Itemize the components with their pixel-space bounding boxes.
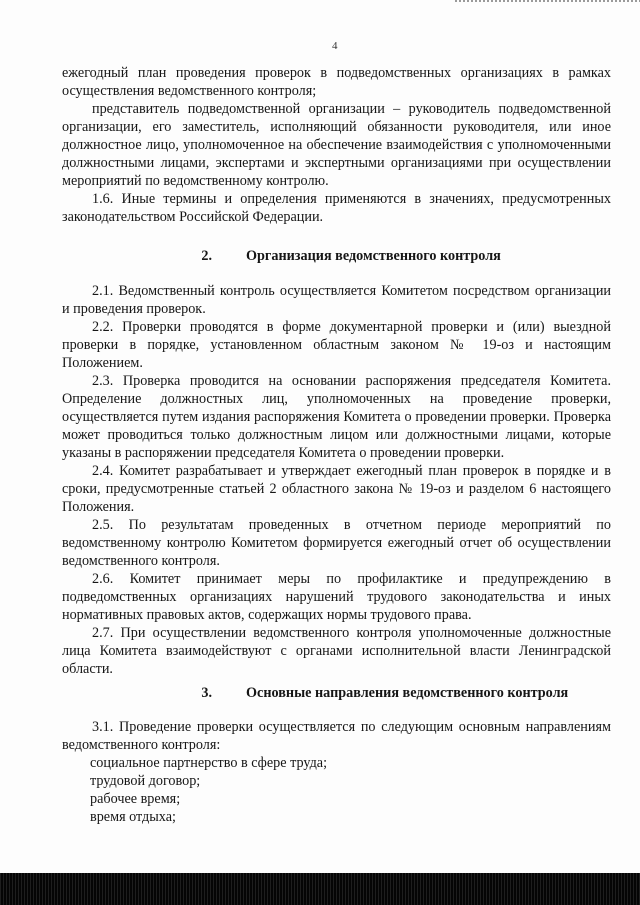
list-item-employment-contract: трудовой договор; bbox=[90, 773, 201, 789]
scan-bottom-band bbox=[0, 873, 640, 905]
section-2-title: Организация ведомственного контроля bbox=[246, 248, 501, 264]
paragraph-1-6: 1.6. Иные термины и определения применяются в значениях, предусмотренных законодательством Российской Федерации. bbox=[62, 191, 611, 225]
section-3-title: Основные направления ведомственного контроля bbox=[246, 685, 569, 701]
paragraph-2-6: 2.6. Комитет принимает меры по профилактике и предупреждению в подведомственных организациях нарушений трудового законодательства и иных нормативных правовых актов, содержащих нормы трудового права. bbox=[62, 571, 611, 623]
section-2-number: 2. bbox=[201, 248, 212, 264]
paragraph-2-2: 2.2. Проверки проводятся в форме документарной проверки и (или) выездной проверки в порядке, установленном областным законом № 19-оз и настоящим Положением. bbox=[62, 319, 611, 371]
list-item-rest-time: время отдыха; bbox=[90, 809, 176, 825]
paragraph-2-5: 2.5. По результатам проведенных в отчетном периоде мероприятий по ведомственному контролю Комитетом формируется ежегодный отчет об осуществлении ведомственного контроля. bbox=[62, 517, 611, 569]
intro-block bbox=[62, 64, 611, 226]
paragraph-3-1: 3.1. Проведение проверки осуществляется по следующим основным направлениям ведомственного контроля: bbox=[62, 719, 611, 753]
list-item-working-time: рабочее время; bbox=[90, 791, 181, 807]
paragraph-representative-definition: представитель подведомственной организации – руководитель подведомственной организации, его заместитель, исполняющий обязанности руководителя, или иное должностное лицо, уполномоченное на обеспечение взаимодействия с уполномоченными должностными лицами, экспертами и экспертными организациями при осуществлении мероприятий по ведомственному контролю. bbox=[62, 101, 611, 189]
section-3-body bbox=[62, 718, 611, 826]
paragraph-2-7: 2.7. При осуществлении ведомственного контроля уполномоченные должностные лица Комитета взаимодействуют с органами исполнительной власти Ленинградской области. bbox=[62, 625, 611, 677]
section-2-body bbox=[62, 282, 611, 678]
paragraph-2-1: 2.1. Ведомственный контроль осуществляется Комитетом посредством организации и проведения проверок. bbox=[62, 283, 611, 317]
section-3-number: 3. bbox=[201, 685, 212, 701]
scan-edge-mark bbox=[455, 0, 640, 2]
list-item-social-partnership: социальное партнерство в сфере труда; bbox=[90, 755, 328, 771]
paragraph-2-4: 2.4. Комитет разрабатывает и утверждает ежегодный план проверок в порядке и в сроки, предусмотренные статьей 2 областного закона № 19-оз и разделом 6 настоящего Положения. bbox=[62, 463, 611, 515]
paragraph-2-3: 2.3. Проверка проводится на основании распоряжения председателя Комитета. Определение должностных лиц, уполномоченных на проведение проверки, осуществляется путем издания распоряжения Комитета о проведении проверки. Проверка может проводиться только должностным лицом или должностными лицами, которые указаны в распоряжении председателя Комитета о проведении проверки. bbox=[62, 373, 611, 461]
paragraph-annual-plan: ежегодный план проведения проверок в подведомственных организациях в рамках осуществления ведомственного контроля; bbox=[62, 65, 611, 99]
page-number: 4 bbox=[332, 40, 338, 52]
